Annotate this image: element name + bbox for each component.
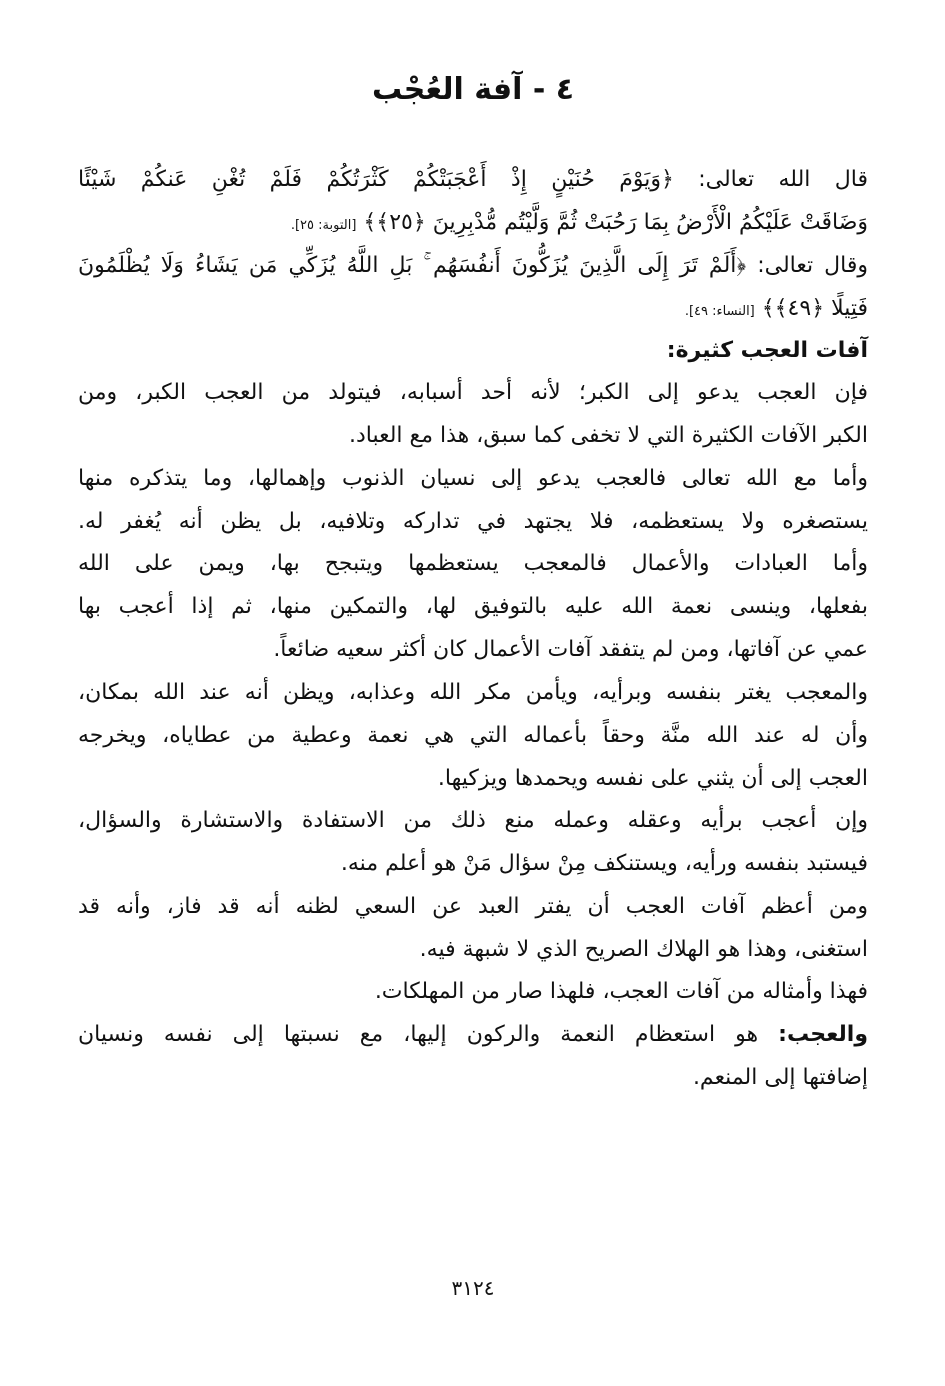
body-line: بفعلها، وينسى نعمة الله عليه بالتوفيق لها، والتمكين منها، ثم إذا أعجب بها	[78, 594, 868, 619]
definition-text: هو استعظام النعمة والركون إليها، مع نسبتها إلى نفسه ونسيان	[78, 1022, 779, 1047]
body-line: وأما العبادات والأعمال فالمعجب يستعظمها ويتبجح بها، ويمن على الله	[78, 551, 868, 576]
chapter-title: ٤ - آفة العُجْب	[371, 72, 575, 107]
section-heading: آفات العجب كثيرة:	[666, 338, 868, 363]
body-line: يستصغره ولا يستعظمه، فلا يجتهد في تداركه وتلافيه، بل يظن أنه يُغفر له.	[78, 509, 868, 534]
body-line: العجب إلى أن يثني على نفسه ويحمدها ويزكيها.	[437, 766, 868, 791]
definition-term: والعجب:	[778, 1022, 868, 1047]
quran-quote-1-line-2	[78, 201, 868, 244]
body-line: وإن أعجب برأيه وعقله وعمله منع ذلك من الاستفادة والاستشارة والسؤال،	[78, 808, 868, 833]
verse-text: فَتِيلًا ﴿٤٩﴾﴾	[754, 296, 868, 321]
book-page	[78, 0, 868, 1386]
body-line: الكبر الآفات الكثيرة التي لا تخفى كما سبق، هذا مع العباد.	[348, 423, 868, 448]
quran-quote-1-line-1	[78, 158, 868, 201]
body-line: فإن العجب يدعو إلى الكبر؛ لأنه أحد أسبابه، فيتولد من العجب الكبر، ومن	[78, 380, 868, 405]
verse-reference: [التوبة: ٢٥].	[290, 218, 357, 233]
quote-intro: وقال تعالى:	[746, 253, 868, 278]
verse-text: وَضَاقَتْ عَلَيْكُمُ الْأَرْضُ بِمَا رَحُبَتْ ثُمَّ وَلَّيْتُم مُّدْبِرِينَ ﴿٢٥﴾﴾	[356, 210, 868, 235]
verse-reference: [النساء: ٤٩].	[684, 304, 755, 319]
body-line: فهذا وأمثاله من آفات العجب، فلهذا صار من المهلكات.	[374, 979, 868, 1004]
body-line: استغنى، وهذا هو الهلاك الصريح الذي لا شبهة فيه.	[419, 937, 868, 962]
body-line: ومن أعظم آفات العجب أن يفتر العبد عن السعي لظنه أنه قد فاز، وأنه قد	[78, 894, 868, 919]
definition-line-1	[78, 1013, 868, 1056]
body-line: وأما مع الله تعالى فالعجب يدعو إلى نسيان الذنوب وإهمالها، وما يتذكره منها	[78, 466, 868, 491]
definition-line-2: إضافتها إلى المنعم.	[692, 1065, 868, 1090]
page-number: ٣١٢٤	[451, 1276, 495, 1300]
body-line: والمعجب يغتر بنفسه وبرأيه، ويأمن مكر الله وعذابه، ويظن أنه عند الله بمكان،	[78, 680, 868, 705]
quote-intro: قال الله تعالى:	[673, 167, 869, 192]
quran-quote-2-line-1	[78, 244, 868, 287]
body-line: وأن له عند الله منَّة وحقاً بأعماله التي هي نعمة وعطية من عطاياه، ويخرجه	[78, 723, 868, 748]
verse-text: ﴿أَلَمْ تَرَ إِلَى الَّذِينَ يُزَكُّونَ أَنفُسَهُم ۚ بَلِ اللَّهُ يُزَكِّي مَن يَشَاءُ وَلَا يُظْلَمُونَ	[78, 253, 747, 278]
body-line: فيستبد بنفسه ورأيه، ويستنكف مِنْ سؤال مَنْ هو أعلم منه.	[340, 851, 868, 876]
body-line: عمي عن آفاتها، ومن لم يتفقد آفات الأعمال كان أكثر سعيه ضائعاً.	[273, 637, 868, 662]
verse-text: ﴿وَيَوْمَ حُنَيْنٍ إِذْ أَعْجَبَتْكُمْ كَثْرَتُكُمْ فَلَمْ تُغْنِ عَنكُمْ شَيْئًا	[78, 167, 674, 192]
quran-quote-2-line-2	[78, 287, 868, 330]
